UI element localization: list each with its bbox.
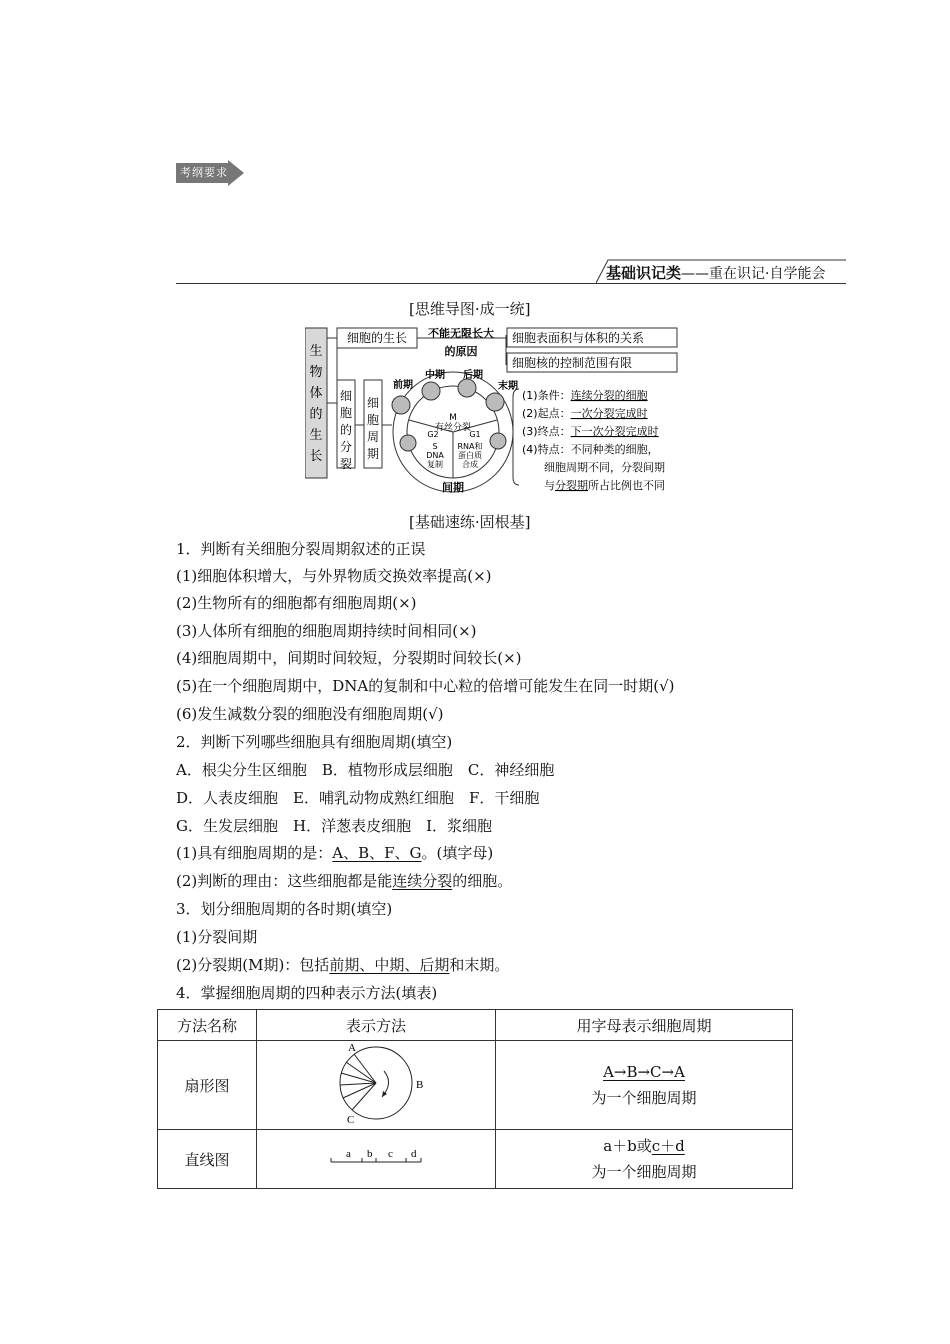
g1-label: G1 (469, 430, 481, 439)
q1-item-1: (1)细胞体积增大，与外界物质交换效率提高(×) (176, 567, 492, 585)
q2-options-2: D．人表皮细胞 E．哺乳动物成熟红细胞 F．干细胞 (176, 789, 540, 807)
q1-item-6: (6)发生减数分裂的细胞没有细胞周期(√) (176, 705, 444, 723)
q3-item-1: (1)分裂间期 (176, 928, 258, 946)
mindmap-reason-line2: 的原因 (444, 345, 478, 358)
table-header-row (158, 1010, 793, 1041)
q3-i2-suffix: 和末期。 (449, 956, 510, 974)
sector-figure-cell (257, 1041, 496, 1130)
section-divider (176, 283, 846, 284)
line-label-a: a (346, 1148, 351, 1160)
q1-title: 1．判断有关细胞分裂周期叙述的正误 (176, 540, 426, 558)
table-row (158, 1130, 793, 1189)
s-label-3: 复制 (427, 460, 443, 469)
sector-label-a: A (348, 1042, 356, 1054)
table-header-cell: 方法名称 (158, 1010, 257, 1041)
rna-label-3: 合成 (462, 460, 478, 469)
q3-i2-answer: 前期、中期、后期 (329, 956, 450, 974)
sector-answer-cell (496, 1041, 793, 1130)
phase-telophase: 末期 (498, 381, 518, 392)
note-5: 细胞周期不同，分裂间期 (544, 461, 665, 474)
q3-item-2 (176, 954, 509, 975)
q2-a2-answer: 连续分裂 (392, 872, 453, 890)
line-diagram (326, 1142, 426, 1172)
section-title: 基础识记类 (606, 264, 682, 282)
line-label-b: b (367, 1148, 373, 1160)
q2-options-3: G．生发层细胞 H．洋葱表皮细胞 I．浆细胞 (176, 817, 492, 835)
mindmap-cycle-text: 细胞周期 (366, 396, 380, 461)
q2-a2-suffix: 的细胞。 (452, 872, 513, 890)
method-name: 扇形图 (158, 1041, 257, 1130)
interphase-label: 间期 (442, 481, 464, 494)
s-label-1: S (432, 442, 438, 451)
sector-answer: A→B→C→A (603, 1063, 685, 1081)
line-answer-a: a＋b (603, 1137, 637, 1155)
phase-prophase: 前期 (393, 380, 413, 391)
note-2: (2)起点：一次分裂完成时 (522, 407, 648, 420)
line-answer (496, 1133, 792, 1159)
section-heading (606, 262, 825, 283)
q1-item-4: (4)细胞周期中，间期时间较短，分裂期时间较长(×) (176, 649, 522, 667)
mindmap-root-text: 生物体的生长 (309, 344, 323, 464)
line-answer-or: 或 (636, 1137, 652, 1155)
rna-label-2: 蛋白质 (458, 451, 482, 460)
line-label-d: d (411, 1148, 417, 1160)
mindmap-title: [思维导图·成一统] (409, 300, 531, 318)
phase-anaphase: 后期 (463, 370, 483, 381)
q2-a1-prefix: (1)具有细胞周期的是： (176, 844, 333, 862)
q1-item-5: (5)在一个细胞周期中，DNA的复制和中心粒的倍增可能发生在同一时期(√) (176, 677, 675, 695)
m-label-1: M (449, 413, 457, 423)
mindmap-division-text: 细胞的分裂 (339, 389, 353, 471)
method-name: 直线图 (158, 1130, 257, 1189)
note-1: (1)条件：连续分裂的细胞 (522, 389, 648, 402)
sector-label-b: B (416, 1079, 424, 1091)
q2-answer-1 (176, 842, 493, 863)
g2-label: G2 (427, 430, 439, 439)
s-label-2: DNA (426, 451, 444, 460)
note-3: (3)终点：下一次分裂完成时 (522, 425, 659, 438)
m-label-2: 有丝分裂 (434, 423, 472, 433)
exam-requirements-tag (176, 160, 244, 186)
line-answer-b: c＋d (651, 1137, 685, 1155)
rna-label-1: RNA和 (457, 442, 483, 451)
sector-note: 为一个细胞周期 (591, 1089, 697, 1107)
table-row (158, 1041, 793, 1130)
q1-item-3: (3)人体所有细胞的细胞周期持续时间相同(×) (176, 622, 477, 640)
q2-answer-2 (176, 870, 512, 891)
phase-metaphase: 中期 (425, 370, 445, 381)
table-header-cell: 用字母表示细胞周期 (496, 1010, 793, 1041)
line-answer-cell (496, 1130, 793, 1189)
table-header-cell: 表示方法 (257, 1010, 496, 1041)
line-label-c: c (388, 1148, 393, 1160)
mindmap-reason-item-1-text: 细胞表面积与体积的关系 (512, 331, 645, 345)
section-subtitle: ——重在识记·自学能会 (681, 266, 826, 282)
line-note: 为一个细胞周期 (591, 1163, 697, 1181)
line-figure-cell (257, 1130, 496, 1189)
note-6: 与分裂期所占比例也不同 (544, 479, 665, 492)
mindmap-growth-text: 细胞的生长 (346, 331, 408, 345)
methods-table (157, 1009, 793, 1189)
sector-diagram (316, 1041, 436, 1125)
tag-label: 考纲要求 (180, 166, 228, 179)
q4-title: 4．掌握细胞周期的四种表示方法(填表) (176, 984, 438, 1002)
mindmap-reason-item-2-text: 细胞核的控制范围有限 (512, 356, 633, 370)
q2-title: 2．判断下列哪些细胞具有细胞周期(填空) (176, 733, 453, 751)
note-4: (4)特点：不同种类的细胞， (522, 443, 659, 456)
sector-label-c: C (347, 1114, 355, 1125)
q1-item-2: (2)生物所有的细胞都有细胞周期(×) (176, 594, 417, 612)
q2-a1-suffix: 。(填字母) (421, 844, 494, 862)
q2-options-1: A．根尖分生区细胞 B．植物形成层细胞 C．神经细胞 (176, 761, 555, 779)
q3-i2-prefix: (2)分裂期(M期)：包括 (176, 956, 330, 974)
mindmap-diagram (305, 325, 695, 500)
q3-title: 3．划分细胞周期的各时期(填空) (176, 900, 393, 918)
practice-title: [基础速练·固根基] (409, 513, 531, 531)
mindmap-reason-line1: 不能无限长大 (428, 327, 494, 340)
q2-a1-answer: A、B、F、G (332, 844, 422, 862)
q2-a2-prefix: (2)判断的理由：这些细胞都是能 (176, 872, 393, 890)
